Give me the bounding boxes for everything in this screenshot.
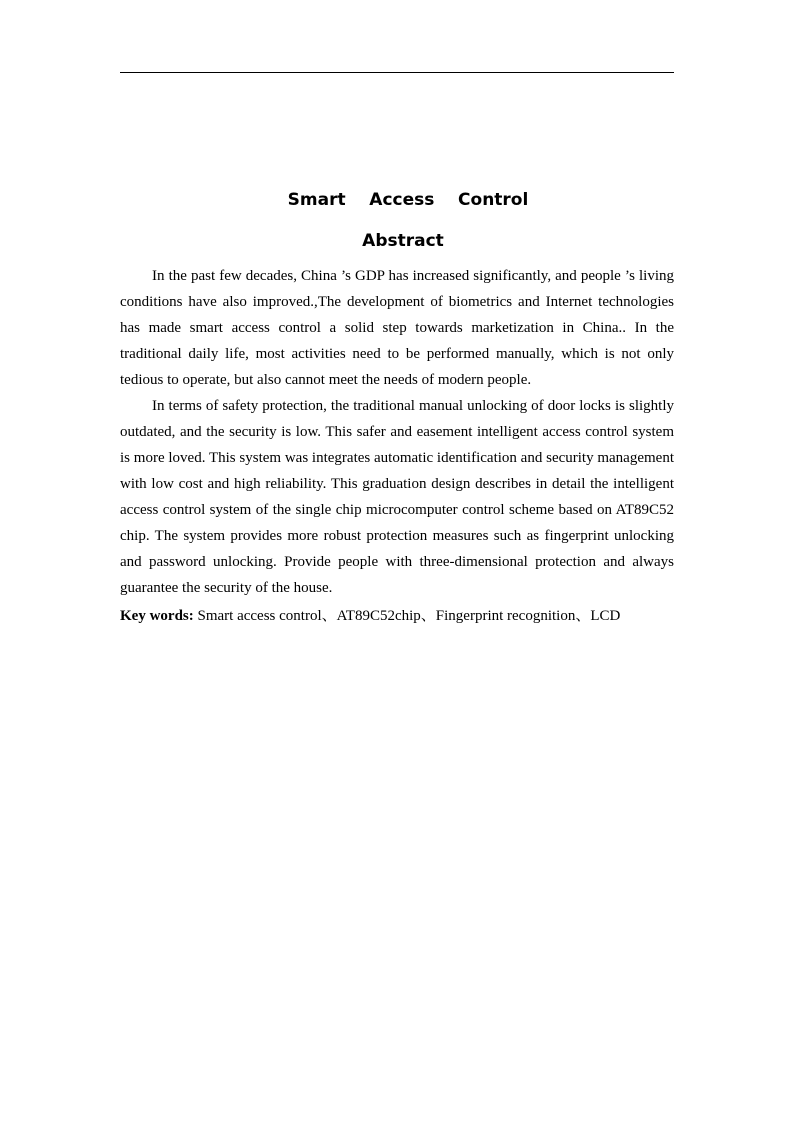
keywords-text: Smart access control、AT89C52chip、Fingerprint recognition、LCD bbox=[193, 608, 621, 624]
keywords-line bbox=[120, 603, 674, 629]
keywords-label: Key words: bbox=[120, 608, 194, 624]
abstract-body bbox=[120, 263, 674, 629]
abstract-paragraph-2: In terms of safety protection, the traditional manual unlocking of door locks is slightly outdated, and the security is low. This safer and easement intelligent access control system is more loved. This system was integrates automatic identification and security management with low cost and high reliability. This graduation design describes in detail the intelligent access control system of the single chip microcomputer control scheme based on AT89C52 chip. The system provides more robust protection measures such as fingerprint unlocking and password unlocking. Provide people with three-dimensional protection and always guarantee the security of the house. bbox=[120, 398, 674, 596]
header-rule bbox=[120, 72, 674, 73]
abstract-paragraph-1: In the past few decades, China ’s GDP has increased significantly, and people ’s living conditions have also improved.,The development of biometrics and Internet technologies has made smart access control a solid step towards marketization in China.. In the traditional daily life, most activities need to be performed manually, which is not only tedious to operate, but also cannot meet the needs of modern people. bbox=[120, 268, 674, 388]
document-title: Smart Access Control bbox=[287, 190, 529, 210]
abstract-heading: Abstract bbox=[362, 231, 444, 251]
